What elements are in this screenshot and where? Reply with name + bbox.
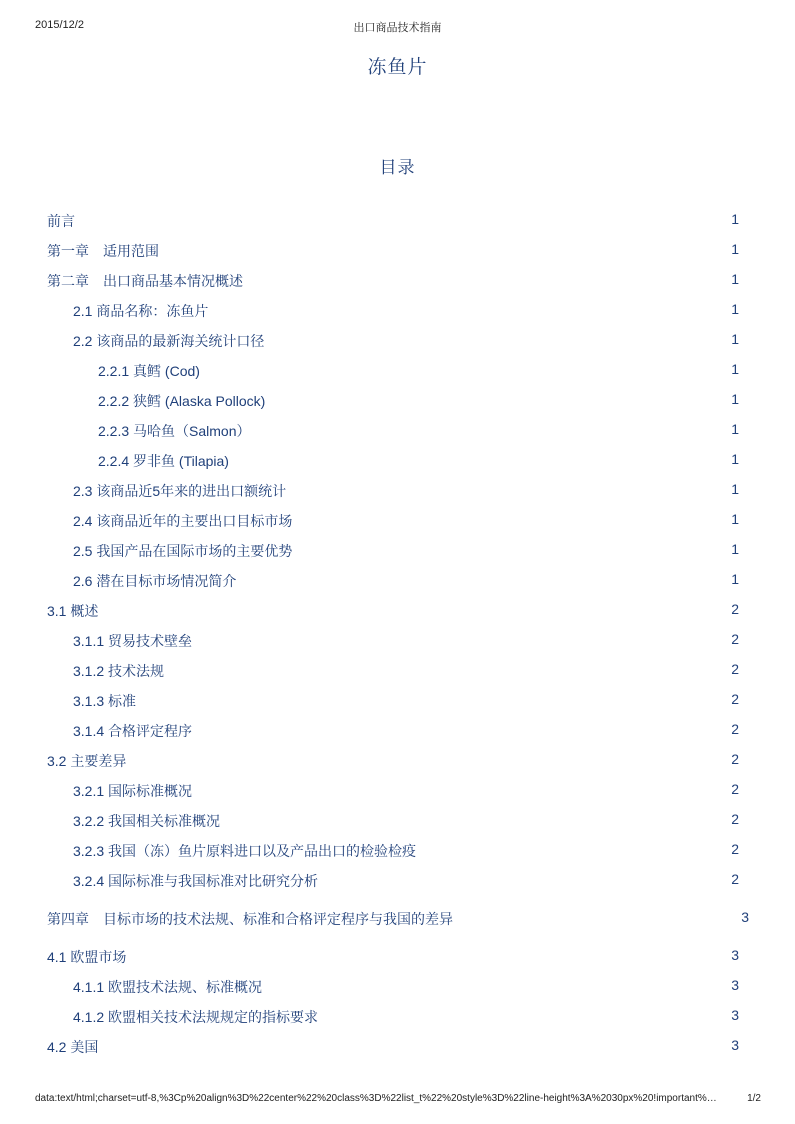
toc-entry-label[interactable]: 2.4 该商品近年的主要出口目标市场 <box>73 513 293 529</box>
footer-page-indicator: 1/2 <box>747 1093 761 1104</box>
toc-entry-label[interactable]: 3.1.4 合格评定程序 <box>73 723 193 739</box>
toc-entry-page: 1 <box>731 451 739 467</box>
toc-entry[interactable] <box>0 445 795 475</box>
toc-entry-label[interactable]: 2.3 该商品近5年来的进出口额统计 <box>73 483 287 499</box>
toc-entry-page: 2 <box>731 781 739 797</box>
toc-entry[interactable] <box>0 941 795 971</box>
toc-entry[interactable] <box>0 565 795 595</box>
toc-entry-label[interactable]: 4.1.1 欧盟技术法规、标准概况 <box>73 979 263 995</box>
toc-entry[interactable] <box>0 971 795 1001</box>
footer-url: data:text/html;charset=utf-8,%3Cp%20align%3D%22center%22%20class%3D%22list_t%22%20style%3D%22line-height%3A%2030px%20!important%… <box>35 1093 717 1104</box>
toc-entry-label[interactable]: 2.2 该商品的最新海关统计口径 <box>73 333 265 349</box>
toc-entry-label[interactable]: 2.2.1 真鳕 (Cod) <box>98 363 200 379</box>
toc-entry[interactable] <box>0 475 795 505</box>
toc-entry-page: 3 <box>731 1007 739 1023</box>
toc-entry-page: 1 <box>731 211 739 227</box>
toc-entry[interactable] <box>0 1031 795 1061</box>
toc-entry-label[interactable]: 3.2.3 我国（冻）鱼片原料进口以及产品出口的检验检疫 <box>73 843 417 859</box>
toc-entry-label[interactable]: 3.2.2 我国相关标准概况 <box>73 813 221 829</box>
toc-entry[interactable] <box>0 235 795 265</box>
toc-entry-page: 1 <box>731 361 739 377</box>
toc-entry-page: 3 <box>731 947 739 963</box>
toc-entry-page: 1 <box>731 511 739 527</box>
toc-heading: 目录 <box>379 158 416 177</box>
toc-entry-page: 2 <box>731 751 739 767</box>
toc-entry-page: 2 <box>731 841 739 857</box>
toc-entry-label[interactable]: 3.1.1 贸易技术壁垒 <box>73 633 193 649</box>
toc-entry-page: 1 <box>731 481 739 497</box>
toc-entry-page: 2 <box>731 631 739 647</box>
toc-entry-page: 3 <box>731 977 739 993</box>
toc-entry[interactable] <box>0 325 795 355</box>
toc-entry[interactable] <box>0 685 795 715</box>
toc-entry-label[interactable]: 4.2 美国 <box>47 1039 99 1055</box>
toc-entry[interactable] <box>0 903 795 933</box>
toc-entry[interactable] <box>0 1001 795 1031</box>
header-date: 2015/12/2 <box>35 19 84 31</box>
toc-entry-page: 1 <box>731 571 739 587</box>
toc-entry[interactable] <box>0 595 795 625</box>
document-title: 冻鱼片 <box>367 57 428 78</box>
toc-entry-label[interactable]: 第二章 出口商品基本情况概述 <box>47 273 243 289</box>
toc-entry-label[interactable]: 前言 <box>47 213 75 229</box>
toc-entry-label[interactable]: 2.2.4 罗非鱼 (Tilapia) <box>98 453 229 469</box>
toc-entry-page: 1 <box>731 391 739 407</box>
toc-entry-label[interactable]: 第四章 目标市场的技术法规、标准和合格评定程序与我国的差异 <box>47 911 453 927</box>
toc-entry-label[interactable]: 2.1 商品名称：冻鱼片 <box>73 303 209 319</box>
toc-entry-label[interactable]: 3.1.2 技术法规 <box>73 663 165 679</box>
toc-entry-page: 1 <box>731 541 739 557</box>
toc-entry-label[interactable]: 4.1 欧盟市场 <box>47 949 127 965</box>
toc-entry-page: 1 <box>731 271 739 287</box>
toc-entry[interactable] <box>0 865 795 895</box>
toc-entry-label[interactable]: 3.1.3 标准 <box>73 693 137 709</box>
toc-entry[interactable] <box>0 625 795 655</box>
toc-entry-page: 2 <box>731 871 739 887</box>
toc-entry-page: 3 <box>741 909 749 925</box>
toc-entry[interactable] <box>0 205 795 235</box>
toc-entry-label[interactable]: 第一章 适用范围 <box>47 243 159 259</box>
toc-entry-label[interactable]: 2.5 我国产品在国际市场的主要优势 <box>73 543 293 559</box>
toc-entry-label[interactable]: 3.2.4 国际标准与我国标准对比研究分析 <box>73 873 319 889</box>
toc-entry-page: 2 <box>731 661 739 677</box>
toc-entry-label[interactable]: 2.2.2 狭鳕 (Alaska Pollock) <box>98 393 266 409</box>
toc-entry-label[interactable]: 3.1 概述 <box>47 603 99 619</box>
toc-entry-page: 1 <box>731 241 739 257</box>
toc-entry[interactable] <box>0 715 795 745</box>
toc-entry-page: 1 <box>731 421 739 437</box>
toc-entry-page: 2 <box>731 601 739 617</box>
toc-entry-page: 3 <box>731 1037 739 1053</box>
toc-entry-page: 1 <box>731 301 739 317</box>
toc-entry-label[interactable]: 3.2 主要差异 <box>47 753 127 769</box>
toc-entry[interactable] <box>0 355 795 385</box>
toc-entry[interactable] <box>0 385 795 415</box>
toc-entry-label[interactable]: 2.2.3 马哈鱼（Salmon） <box>98 423 251 439</box>
toc-entry[interactable] <box>0 805 795 835</box>
toc-entry[interactable] <box>0 505 795 535</box>
toc-entry[interactable] <box>0 745 795 775</box>
toc-entry-page: 2 <box>731 811 739 827</box>
toc-entry[interactable] <box>0 295 795 325</box>
toc-entry[interactable] <box>0 535 795 565</box>
toc-entry-label[interactable]: 2.6 潜在目标市场情况简介 <box>73 573 237 589</box>
toc-entry-label[interactable]: 3.2.1 国际标准概况 <box>73 783 193 799</box>
toc-entry-page: 2 <box>731 721 739 737</box>
toc-entry[interactable] <box>0 655 795 685</box>
toc-entry[interactable] <box>0 835 795 865</box>
toc-entry[interactable] <box>0 415 795 445</box>
header-title: 出口商品技术指南 <box>353 22 442 34</box>
toc-entry[interactable] <box>0 775 795 805</box>
toc-entry-page: 1 <box>731 331 739 347</box>
toc-entry-page: 2 <box>731 691 739 707</box>
toc-entry-label[interactable]: 4.1.2 欧盟相关技术法规规定的指标要求 <box>73 1009 319 1025</box>
toc-entry[interactable] <box>0 265 795 295</box>
